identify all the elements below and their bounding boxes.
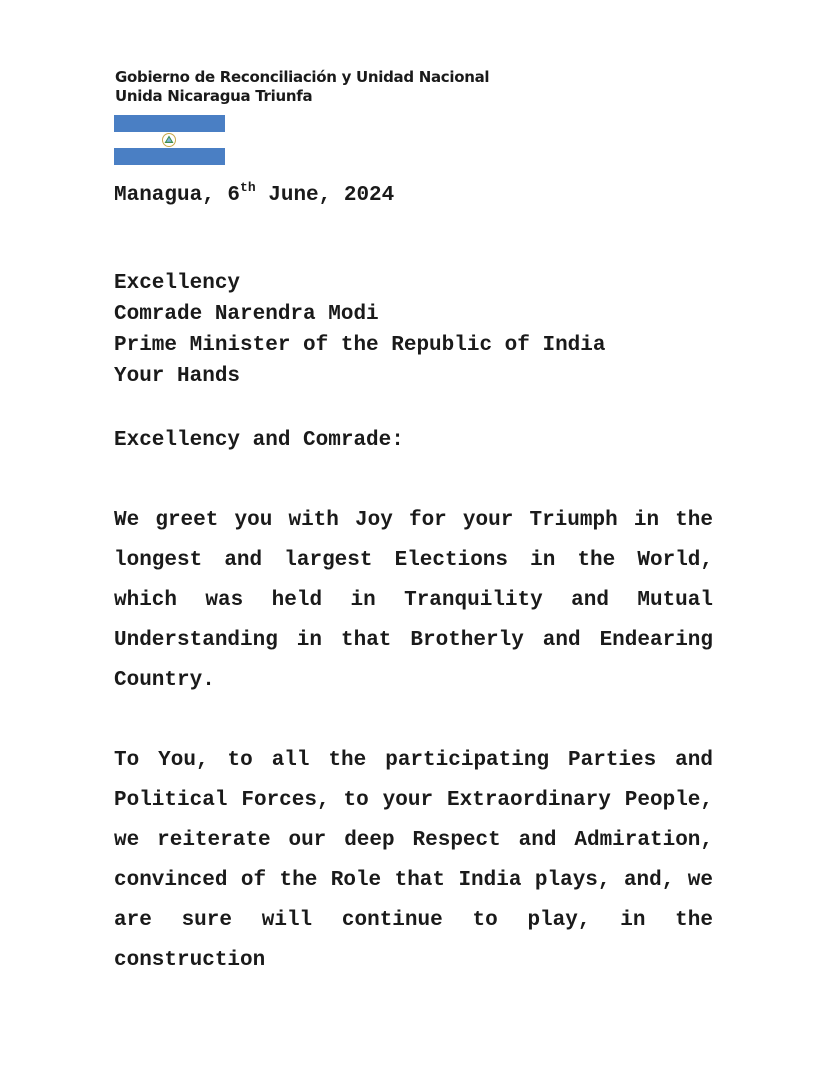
addressee-line: Excellency [114, 272, 241, 295]
date-place-day: Managua, 6 [114, 184, 241, 207]
nicaragua-flag-icon [114, 115, 225, 165]
flag-bottom-stripe [114, 148, 225, 165]
salutation: Excellency and Comrade: [114, 429, 404, 452]
letterhead [115, 68, 489, 106]
date-ordinal-suffix: th [240, 180, 256, 195]
addressee-line: Your Hands [114, 365, 241, 388]
addressee-line: Comrade Narendra Modi [114, 303, 379, 326]
letterhead-slogan: Unida Nicaragua Triunfa [115, 87, 313, 105]
body-paragraph: To You, to all the participating Parties and Political Forces, to your Extraordinary People, we reiterate our deep Respect and Admiration, convinced of the Role that India plays, and, we are sure will continue to play, in the construction [114, 749, 713, 972]
addressee-line: Prime Minister of the Republic of India [114, 334, 606, 357]
addressee-block [114, 268, 605, 392]
date-month-year: June, 2024 [255, 184, 395, 207]
letter-date [114, 180, 395, 209]
body-paragraph: We greet you with Joy for your Triumph in the longest and largest Elections in the World, which was held in Tranquility and Mutual Understanding in that Brotherly and Endearing Country. [114, 509, 713, 692]
flag-top-stripe [114, 115, 225, 132]
coat-of-arms-icon [161, 132, 177, 148]
letterhead-government-name: Gobierno de Reconciliación y Unidad Nacional [115, 68, 490, 86]
